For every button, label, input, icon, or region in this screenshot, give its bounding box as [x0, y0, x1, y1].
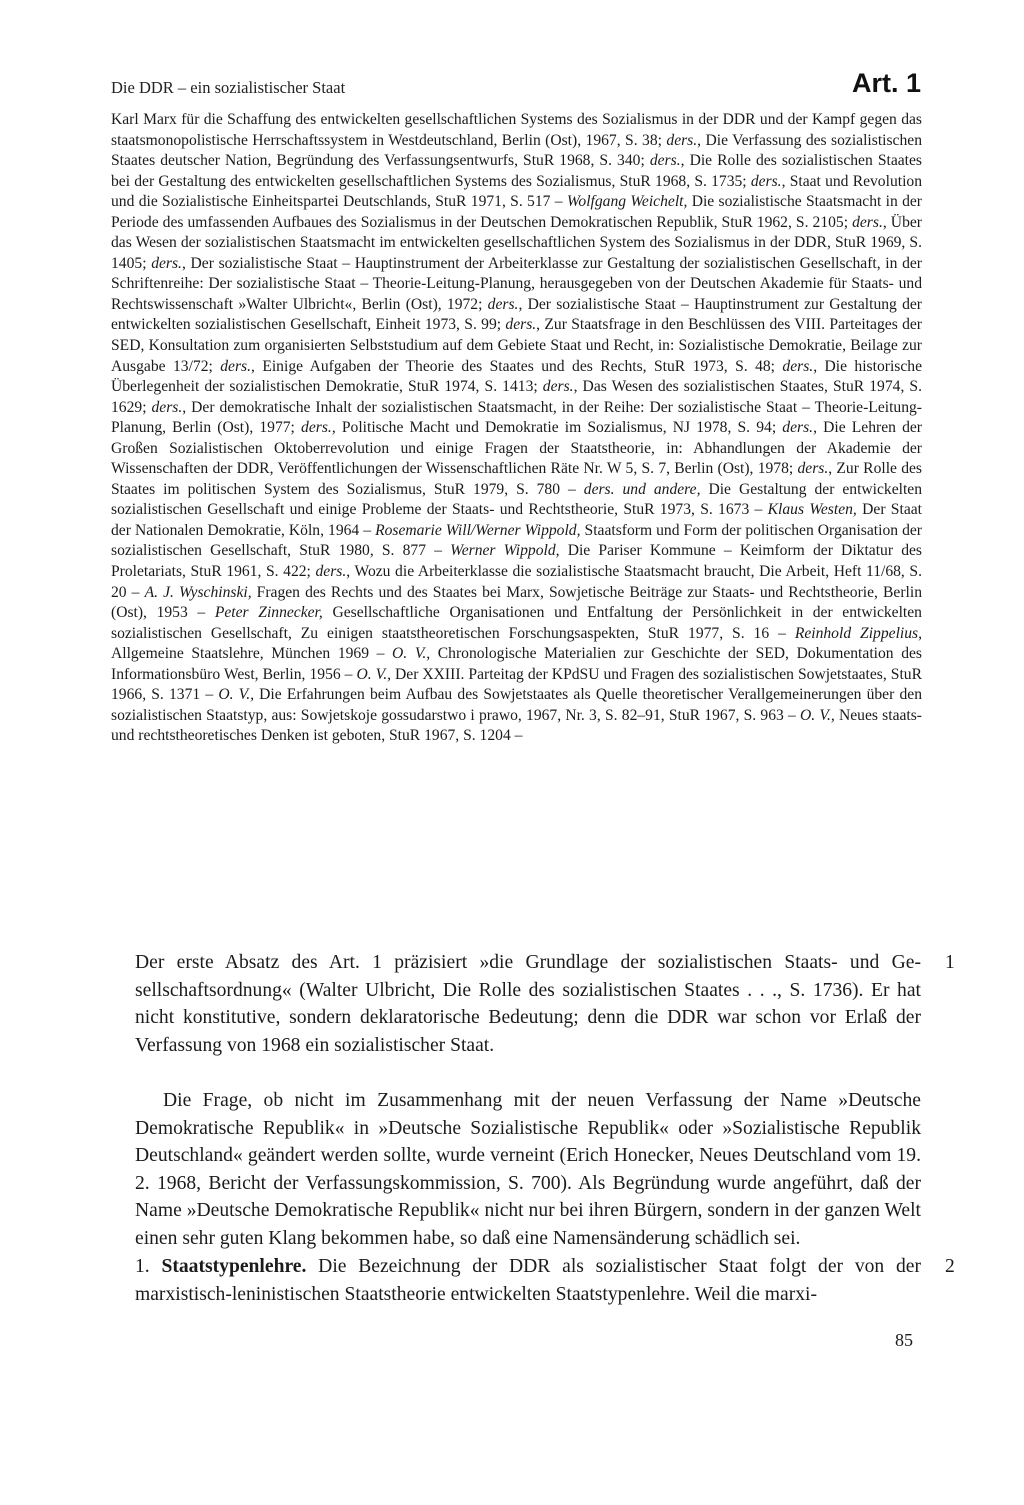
- author-ref: ders.: [542, 378, 574, 396]
- author-ref: ders. und andere,: [583, 480, 701, 498]
- author-ref: Peter Zinnecker,: [214, 604, 323, 622]
- author-ref: Rosemarie Will/Werner Wippold,: [375, 521, 581, 539]
- author-ref: Reinhold Zippelius,: [794, 624, 922, 642]
- author-ref: ders.: [649, 152, 681, 170]
- author-ref: ders.: [315, 563, 347, 581]
- running-title: Die DDR – ein sozialistischer Staat: [111, 78, 346, 97]
- author-ref: ders.: [301, 419, 332, 437]
- margin-number-2: 2: [945, 1256, 955, 1277]
- section-heading: Staatstypenlehre.: [161, 1256, 307, 1277]
- bibliography-paragraph: Karl Marx für die Schaffung des entwickelten gesellschaftlichen Systems des Sozialismus in der DDR und der Kampf gegen das staatsmonopolistische Herrschaftssystem in Westdeutschland, Berlin (Ost), 1967, S. 38; ders., Die Verfassung des sozialistischen Staates deutscher Nation, Begründung des Verfassungsentwurfs, StuR 1968, S. 340; ders., Die Rolle des sozialistischen Staates bei der Gestaltung des entwickelten gesellschaftlichen Systems des Sozialismus, StuR 1968, S. 1735; ders., Staat und Revolution und die Sozialistische Einheitspartei Deutschlands, StuR 1971, S. 517 – Wolfgang Weichelt, Die sozialistische Staatsmacht in der Periode des umfassenden Aufbaues des Sozialismus in der Deutschen Demokratischen Republik, StuR 1962, S. 2105; ders., Über das Wesen der sozialistischen Staatsmacht im entwickelten gesellschaftlichen System des Sozialismus in der DDR, StuR 1969, S. 1405; ders., Der sozialistische Staat – Hauptinstrument der Arbeiterklasse zur Gestaltung der sozialistischen Gesellschaft, in der Schriftenreihe: Der sozialistische Staat – Theorie-Leitung-Planung, herausgegeben von der Deutschen Akademie für Staats- und Rechtswissenschaft »Walter Ulbricht«, Berlin (Ost), 1972; ders., Der sozialistische Staat – Hauptinstrument zur Gestaltung der entwickelten sozialistischen Gesellschaft, Einheit 1973, S. 99; ders., Zur Staatsfrage in den Beschlüssen des VIII. Parteitages der SED, Konsultation zum organisierten Selbststudium auf dem Gebiete Staat und Recht, in: Sozialistische Demokratie, Beilage zur Ausgabe 13/72; ders., Einige Aufgaben der Theorie des Staates und des Rechts, StuR 1973, S. 48; ders., Die historische Überlegenheit der sozialistischen Demokratie, StuR 1974, S. 1413; ders., Das Wesen des sozialistischen Staates, StuR 1974, S. 1629; ders., Der demokratische Inhalt der sozialistischen Staatsmacht, in der Reihe: Der sozialistische Staat – Theorie-Leitung-Planung, Berlin (Ost), 1977; ders., Politische Macht und Demokratie im Sozialismus, NJ 1978, S. 94; ders., Die Lehren der Großen Sozialistischen Oktoberrevolution und einige Fragen der Staatstheorie, in: Abhandlungen der Akademie der Wissenschaften der DDR, Veröffentlichungen der Wissenschaftlichen Räte Nr. W 5, S. 7, Berlin (Ost), 1978; ders., Zur Rolle des Staates im politischen System des Sozialismus, StuR 1979, S. 780 – ders. und andere, Die Gestaltung der entwickelten sozialistischen Gesellschaft und einige Probleme der Staats- und Rechtstheorie, StuR 1973, S. 1673 – Klaus Westen, Der Staat der Nationalen Demokratie, Köln, 1964 – Rosemarie Will/Werner Wippold, Staatsform und Form der politischen Organisation der sozialistischen Gesellschaft, StuR 1980, S. 877 – Werner Wippold, Die Pariser Kommune – Keimform der Diktatur des Proletariats, StuR 1961, S. 422; ders., Wozu die Arbeiterklasse die sozialistische Staatsmacht braucht, Die Arbeit, Heft 11/68, S. 20 – A. J. Wyschinski, Fragen des Rechts und des Staates bei Marx, Sowjetische Beiträge zur Staats- und Rechtstheorie, Berlin (Ost), 1953 – Peter Zinnecker, Gesellschaftliche Organisationen und Entfaltung der Persönlichkeit in der entwickelten sozialistischen Gesellschaft, Zu einigen staatstheoretischen Forschungsaspekten, StuR 1977, S. 16 – Reinhold Zippelius, Allgemeine Staatslehre, München 1969 – O. V., Chronologische Materialien zur Geschichte der SED, Dokumentation des Informationsbüro West, Berlin, 1956 – O. V., Der XXIII. Parteitag der KPdSU und Fragen des sozialistischen Sowjetstaates, StuR 1966, S. 1371 – O. V., Die Erfahrungen beim Aufbau des Sowjetstaates als Quelle theoretischer Verallgemeinerungen über den sozialistischen Staatstyp, aus: Sowjetskoje gossudarstwo i prawo, 1967, Nr. 3, S. 82–91, StuR 1967, S. 963 – O. V., Neues staats- und rechtstheoretisches Denken ist geboten, StuR 1967, S. 1204 –: [111, 111, 923, 745]
- article-label: Art. 1: [851, 68, 921, 98]
- paragraph-3: [135, 1253, 921, 1308]
- margin-number-1: 1: [945, 952, 955, 973]
- page-number: 85: [895, 1330, 913, 1350]
- author-ref: ders.: [782, 357, 814, 375]
- author-ref: ders.: [750, 172, 782, 190]
- bibliography-block: [111, 110, 922, 747]
- author-ref: O. V.,: [392, 645, 431, 663]
- author-ref: ders.: [666, 131, 698, 149]
- author-ref: ders.: [852, 213, 883, 231]
- author-ref: A. J. Wyschinski,: [144, 583, 252, 601]
- section-body: Die Bezeichnung der DDR als sozialistischer Staat folgt der von der marxistisch-leninistischen Staatstheorie entwickelten Staatstypenlehre. Weil die marxi-: [135, 1256, 921, 1305]
- section-number: 1.: [135, 1256, 150, 1277]
- paragraph-1: [135, 949, 921, 1059]
- author-ref: ders.: [782, 419, 814, 437]
- author-ref: ders.: [505, 316, 537, 334]
- author-ref: ders.: [151, 254, 182, 272]
- author-ref: Werner Wippold,: [450, 542, 560, 560]
- author-ref: ders.: [487, 295, 519, 313]
- running-head: [111, 68, 921, 108]
- author-ref: Wolfgang Weichelt,: [566, 193, 688, 211]
- author-ref: Klaus Westen,: [767, 501, 857, 519]
- paragraph-3-text: [135, 1253, 921, 1308]
- paragraph-2: [135, 1087, 921, 1253]
- author-ref: ders.: [797, 460, 829, 478]
- author-ref: ders.: [220, 357, 252, 375]
- paragraph-2-text: Die Frage, ob nicht im Zusammenhang mit der neuen Verfassung der Name »Deutsche Demokratische Republik« in »Deutsche Sozialistische Republik« oder »Sozialistische Republik Deutschland« geändert werden sollte, wurde verneint (Erich Honecker, Neues Deutschland vom 19. 2. 1968, Bericht der Verfassungskommission, S. 700). Als Begründung wurde angeführt, daß der Name »Deutsche Demokratische Republik« nicht nur bei ihren Bürgern, sondern in der ganzen Welt einen sehr guten Klang bekommen habe, so daß eine Namensänderung schädlich sei.: [135, 1090, 921, 1249]
- author-ref: O. V.,: [800, 706, 835, 724]
- author-ref: O. V.,: [356, 665, 391, 683]
- paragraph-1-text: Der erste Absatz des Art. 1 präzisiert »die Grundlage der sozialistischen Staats- und Gesellschaftsordnung« (Walter Ulbricht, Die Rolle des sozialistischen Staates . . ., S. 1736). Er hat nicht konstitutive, sondern deklaratorische Bedeutung; denn die DDR war schon vor Erlaß der Verfassung von 1968 ein sozialistischer Staat.: [135, 952, 921, 1056]
- author-ref: O. V.,: [218, 686, 254, 704]
- author-ref: ders.: [151, 398, 183, 416]
